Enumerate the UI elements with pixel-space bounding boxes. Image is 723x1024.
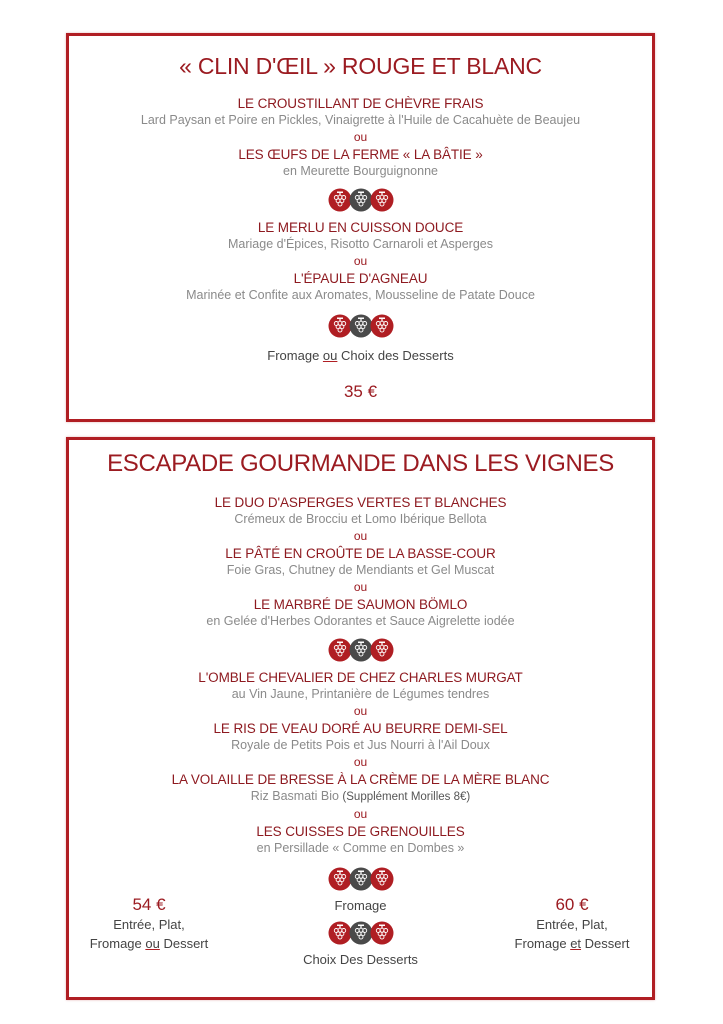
dish-description: Marinée et Confite aux Aromates, Mousseline de Patate Douce xyxy=(186,288,535,302)
dish-name: L'ÉPAULE D'AGNEAU xyxy=(293,271,428,286)
price-option-60: 60 € Entrée, Plat, Fromage et Dessert xyxy=(492,895,652,953)
dish-name: LE DUO D'ASPERGES VERTES ET BLANCHES xyxy=(214,495,507,510)
dish-name: LE MARBRÉ DE SAUMON BÖMLO xyxy=(253,597,468,612)
dish-description: Riz Basmati Bio (Supplément Morilles 8€) xyxy=(250,789,471,803)
menu-price: 54 € xyxy=(132,895,166,914)
starters-section xyxy=(69,494,652,630)
pricing-row xyxy=(69,857,652,967)
or-separator: ou xyxy=(353,755,368,769)
dish-name: LE RIS DE VEAU DORÉ AU BEURRE DEMI-SEL xyxy=(213,721,508,736)
dish-description: en Meurette Bourguignonne xyxy=(283,164,438,178)
or-separator: ou xyxy=(353,130,368,144)
or-separator: ou xyxy=(353,807,368,821)
grape-trio-icon xyxy=(69,638,652,662)
or-separator: ou xyxy=(353,529,368,543)
dish-name: L'OMBLE CHEVALIER DE CHEZ CHARLES MURGAT xyxy=(198,670,523,685)
dish-description: Mariage d'Épices, Risotto Carnaroli et Asperges xyxy=(227,237,493,251)
menu-title: « CLIN D'ŒIL » ROUGE ET BLANC xyxy=(179,53,542,79)
mains-section xyxy=(69,219,652,304)
grape-trio-icon xyxy=(69,188,652,212)
dish-name: LE CROUSTILLANT DE CHÈVRE FRAIS xyxy=(237,96,484,111)
or-separator: ou xyxy=(353,254,368,268)
dish-name: LA VOLAILLE DE BRESSE À LA CRÈME DE LA MÈRE BLANC xyxy=(171,772,550,787)
mains-section xyxy=(69,669,652,857)
dish-description: au Vin Jaune, Printanière de Légumes tendres xyxy=(231,687,490,701)
menu-title: ESCAPADE GOURMANDE DANS LES VIGNES xyxy=(107,450,614,477)
grape-trio-icon xyxy=(261,921,461,945)
cheese-course: Fromage xyxy=(334,898,387,913)
menu-card-clin-doeil xyxy=(66,33,655,422)
dish-description: Lard Paysan et Poire en Pickles, Vinaigrette à l'Huile de Cacahuète de Beaujeu xyxy=(140,113,581,127)
menu-price: 60 € xyxy=(555,895,589,914)
or-separator: ou xyxy=(353,580,368,594)
dish-description: Royale de Petits Pois et Jus Nourri à l'Ail Doux xyxy=(231,738,490,752)
cheese-dessert-column xyxy=(261,857,461,968)
supplement-note: (Supplément Morilles 8€) xyxy=(342,791,471,803)
or-separator: ou xyxy=(353,704,368,718)
grape-trio-icon xyxy=(261,867,461,891)
grape-trio-icon xyxy=(69,314,652,338)
dish-description: en Persillade « Comme en Dombes » xyxy=(256,841,465,855)
menu-price: 35 € xyxy=(343,382,378,401)
dish-description: Crémeux de Brocciu et Lomo Ibérique Bellota xyxy=(234,512,487,526)
dish-name: LE MERLU EN CUISSON DOUCE xyxy=(257,220,464,235)
dish-name: LES CUISSES DE GRENOUILLES xyxy=(256,824,465,839)
dish-description: Foie Gras, Chutney de Mendiants et Gel Muscat xyxy=(226,563,495,577)
dish-description: en Gelée d'Herbes Odorantes et Sauce Aigrelette iodée xyxy=(206,614,515,628)
menu-card-escapade xyxy=(66,437,655,1000)
dish-name: LE PÂTÉ EN CROÛTE DE LA BASSE-COUR xyxy=(225,546,496,561)
starters-section xyxy=(69,95,652,180)
cheese-or-dessert: Fromage ou Choix des Desserts xyxy=(267,348,454,363)
dish-name: LES ŒUFS DE LA FERME « LA BÂTIE » xyxy=(238,147,483,162)
price-option-54: 54 € Entrée, Plat, Fromage ou Dessert xyxy=(69,895,229,953)
dessert-course: Choix Des Desserts xyxy=(303,952,418,967)
